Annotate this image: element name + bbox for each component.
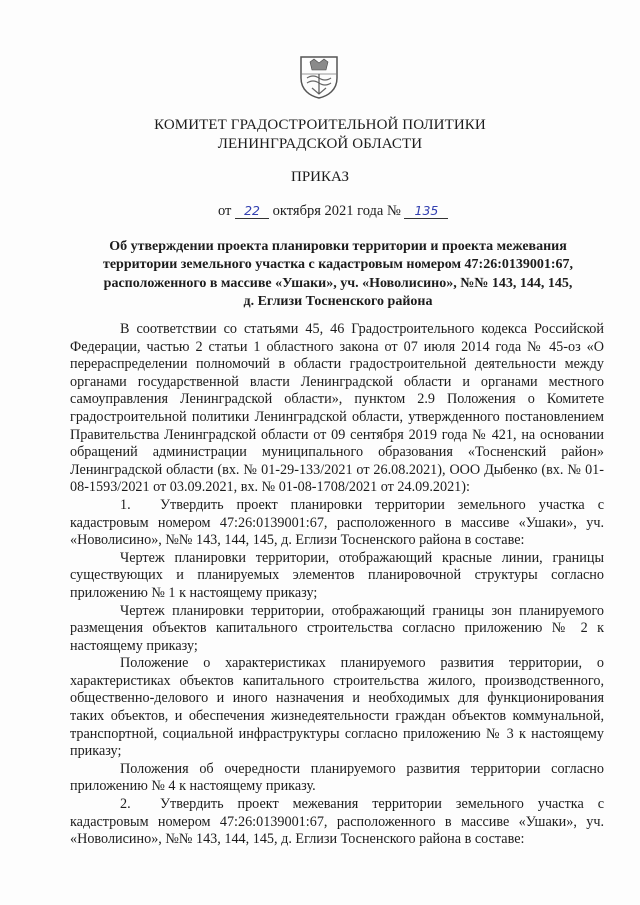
order-day-handwritten: 22 <box>235 203 269 219</box>
order-subject <box>78 238 598 311</box>
item-1-sub-2: Чертеж планировки территории, отображающий границы зон планируемого размещения объектов капитального строительства согласно приложению № 2 к настоящему приказу; <box>70 602 604 654</box>
leningrad-oblast-coat-of-arms-icon <box>298 54 340 100</box>
item-2-text: Утвердить проект межевания территории земельного участка с кадастровым номером 47:26:0139001:67, расположенного в массиве «Ушаки», уч. «Новолисино», №№ 143, 144, 145, д. Еглизи Тосненского района в составе: <box>70 796 604 848</box>
committee-line-2: ЛЕНИНГРАДСКОЙ ОБЛАСТИ <box>217 136 423 152</box>
item-1-sub-4: Положения об очередности планируемого развития территории согласно приложению № 4 к настоящему приказу. <box>70 760 604 795</box>
item-2-number: 2. <box>120 796 131 813</box>
item-1-number: 1. <box>120 496 131 513</box>
committee-line-1: КОМИТЕТ ГРАДОСТРОИТЕЛЬНОЙ ПОЛИТИКИ <box>154 117 486 133</box>
order-prefix: от <box>218 203 232 219</box>
item-1-text: Утвердить проект планировки территории земельного участка с кадастровым номером 47:26:0139001:67, расположенного в массиве «Ушаки», уч. «Новолисино», №№ 143, 144, 145, д. Еглизи Тосненского района в составе: <box>70 496 604 549</box>
order-number-sign: № <box>386 203 401 219</box>
item-1 <box>70 497 604 550</box>
document-type: ПРИКАЗ <box>291 169 349 185</box>
item-1-sub-1: Чертеж планировки территории, отображающий красные линии, границы существующих и планируемых элементов планировочной структуры согласно приложению № 1 к настоящему приказу; <box>70 549 604 601</box>
subject-line-2: территории земельного участка с кадастровым номером 47:26:0139001:67, <box>102 257 574 273</box>
item-2 <box>70 796 604 849</box>
order-number-handwritten: 135 <box>404 203 448 219</box>
preamble-paragraph: В соответствии со статьями 45, 46 Градостроительного кодекса Российской Федерации, частью 2 статьи 1 областного закона от 07 июля 2014 года № 45-оз «О перераспределении полномочий в области градостроительной деятельности между органами государственной власти Ленинградской области и органами местного самоуправления Ленинградской области», пунктом 2.9 Положения о Комитете градостроительной политики Ленинградской области, утвержденного постановлением Правительства Ленинградской области от 09 сентября 2019 года № 421, на основании обращений администрации муниципального образования «Тосненский район» Ленинградской области (вх. № 01-29-133/2021 от 26.08.2021), ООО Дыбенко (вх. № 01-08-1593/2021 от 03.09.2021, вх. № 01-08-1708/2021 от 24.09.2021): <box>70 321 604 496</box>
order-body <box>70 321 604 849</box>
order-month-year: октября 2021 года <box>272 203 384 219</box>
committee-name <box>0 116 640 154</box>
subject-line-1: Об утверждении проекта планировки территории и проекта межевания <box>109 239 567 254</box>
subject-line-3: расположенного в массиве «Ушаки», уч. «Новолисино», №№ 143, 144, 145, <box>103 275 573 291</box>
subject-line-4: д. Еглизи Тосненского района <box>243 293 433 309</box>
order-date-number <box>218 203 448 220</box>
item-1-sub-3: Положение о характеристиках планируемого развития территории, о характеристиках объектов капитального строительства жилого, производственного, общественно-делового и иного назначения и необходимых для функционирования таких объектов, и обеспечения жизнедеятельности граждан объектов коммунальной, транспортной, социальной инфраструктуры согласно приложению № 3 к настоящему приказу; <box>70 655 604 760</box>
